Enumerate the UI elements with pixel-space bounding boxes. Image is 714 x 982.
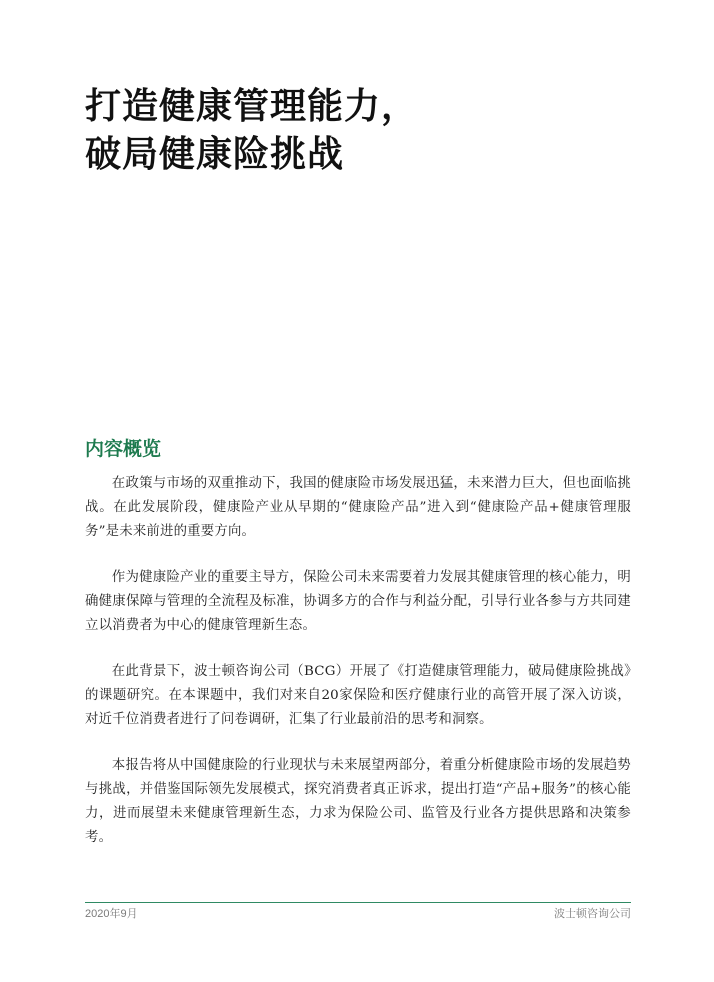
overview-body <box>85 472 631 872</box>
title-line-2: 破局健康险挑战 <box>85 133 345 175</box>
section-heading-overview: 内容概览 <box>85 438 162 460</box>
footer-date: 2020年9月 <box>85 908 138 920</box>
overview-paragraph-1: 在政策与市场的双重推动下，我国的健康险市场发展迅猛，未来潜力巨大，但也面临挑战。在此发展阶段，健康险产业从早期的“健康险产品”进入到“健康险产品+健康管理服务”是未来前进的重要方向。 <box>85 476 631 539</box>
overview-paragraph-3: 在此背景下，波士顿咨询公司（BCG）开展了《打造健康管理能力，破局健康险挑战》的课题研究。在本课题中，我们对来自20家保险和医疗健康行业的高管开展了深入访谈，对近千位消费者进行了问卷调研，汇集了行业最前沿的思考和洞察。 <box>85 664 631 727</box>
page-title <box>85 82 645 178</box>
title-line-1: 打造健康管理能力， <box>85 85 419 127</box>
overview-paragraph-2: 作为健康险产业的重要主导方，保险公司未来需要着力发展其健康管理的核心能力，明确健康保障与管理的全流程及标准，协调多方的合作与利益分配，引导行业各参与方共同建立以消费者为中心的健康管理新生态。 <box>85 570 631 633</box>
overview-paragraph-4: 本报告将从中国健康险的行业现状与未来展望两部分，着重分析健康险市场的发展趋势与挑战，并借鉴国际领先发展模式，探究消费者真正诉求，提出打造“产品+服务”的核心能力，进而展望未来健康管理新生态，力求为保险公司、监管及行业各方提供思路和决策参考。 <box>85 758 631 845</box>
footer-organization: 波士顿咨询公司 <box>554 908 631 920</box>
footer-divider <box>85 902 631 903</box>
